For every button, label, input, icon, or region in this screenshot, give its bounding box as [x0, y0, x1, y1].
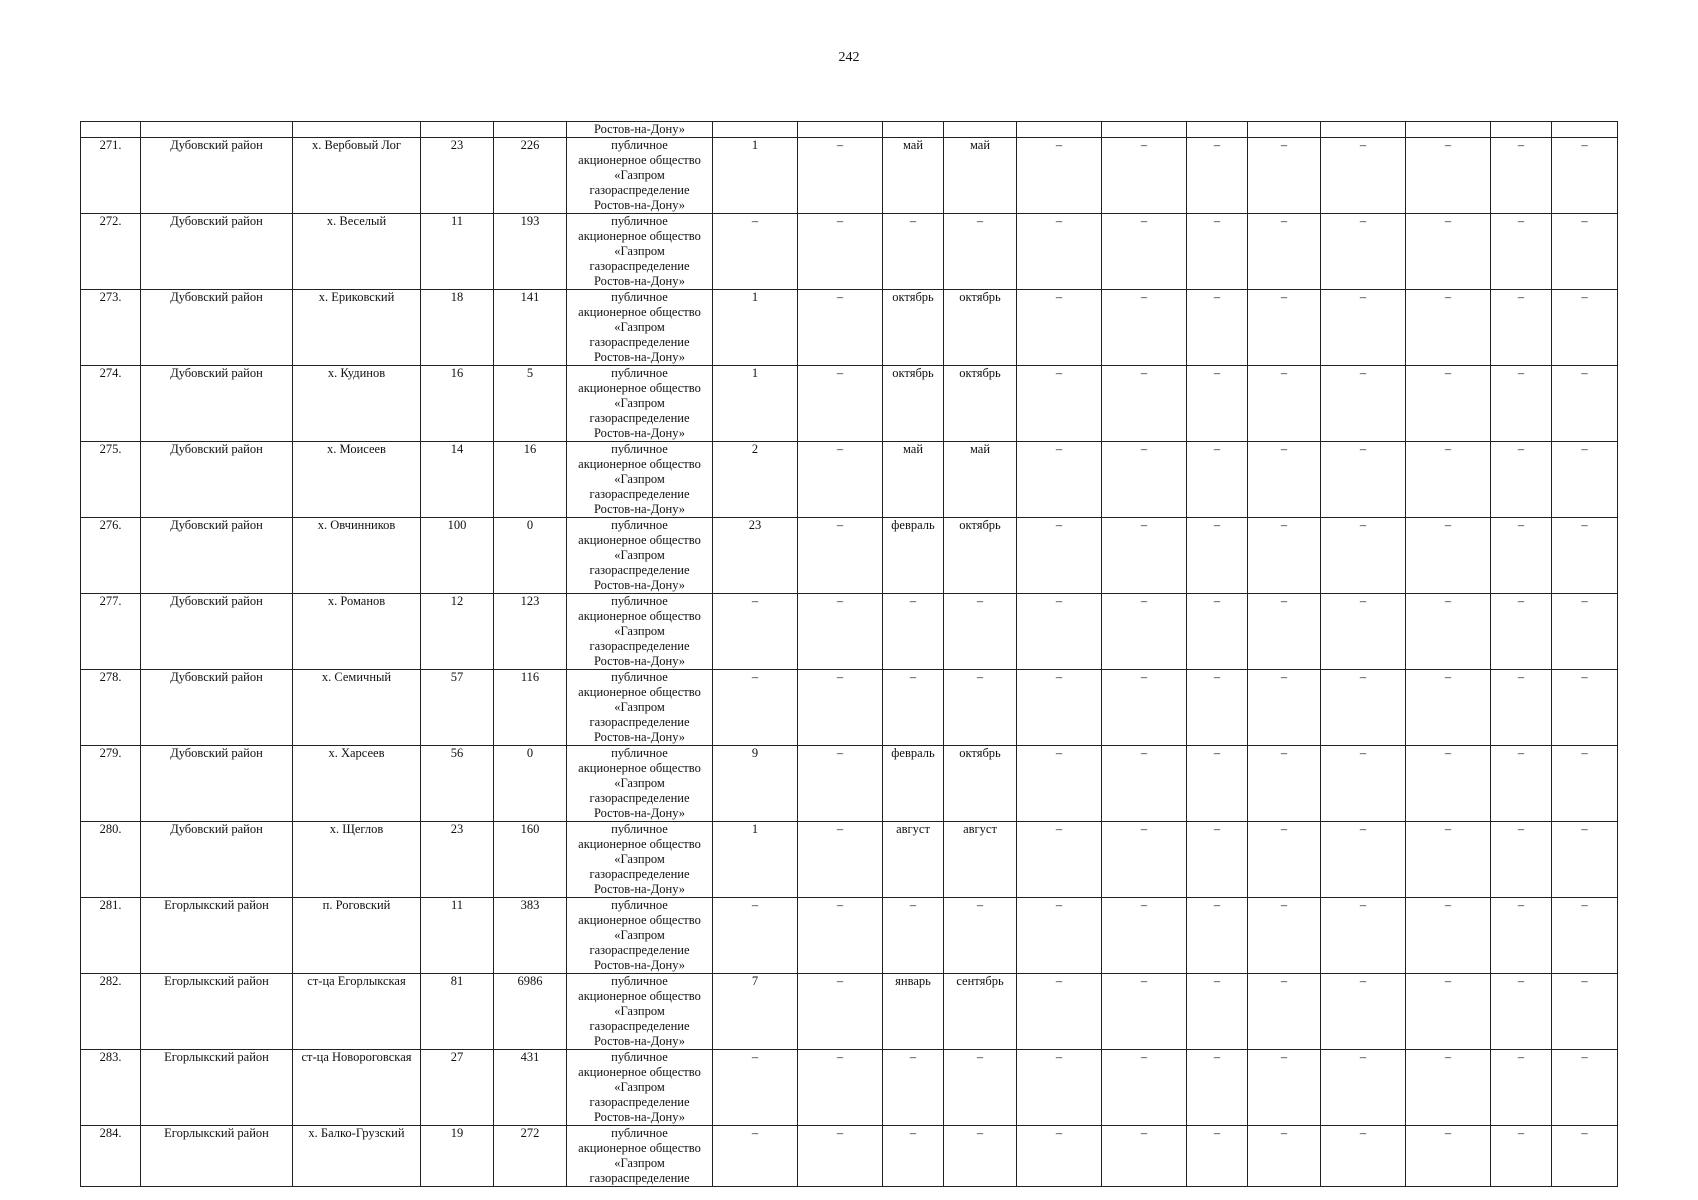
- value-cell: –: [1248, 670, 1321, 746]
- start-month-cell: октябрь: [883, 366, 944, 442]
- start-month-cell: январь: [883, 974, 944, 1050]
- page-number: 242: [838, 50, 860, 65]
- value-cell: –: [1017, 822, 1102, 898]
- value-cell: 18: [421, 290, 494, 366]
- value-cell: –: [1248, 898, 1321, 974]
- value-cell: –: [1321, 822, 1406, 898]
- district-cell: Егорлыкский район: [141, 1126, 293, 1187]
- organization-cell: публичное акционерное общество «Газпром газораспределение Ростов-на-Дону»: [567, 898, 713, 974]
- row-number-cell: 277.: [81, 594, 141, 670]
- value-cell: –: [1248, 822, 1321, 898]
- value-cell: –: [1491, 670, 1552, 746]
- end-month-cell: май: [944, 442, 1017, 518]
- value-cell: 5: [494, 366, 567, 442]
- value-cell: –: [1017, 594, 1102, 670]
- value-cell: –: [1187, 1126, 1248, 1187]
- row-number-cell: 281.: [81, 898, 141, 974]
- value-cell: 1: [713, 290, 798, 366]
- value-cell: –: [1017, 746, 1102, 822]
- value-cell: 193: [494, 214, 567, 290]
- value-cell: –: [1321, 518, 1406, 594]
- gasification-schedule-table: [80, 121, 1618, 1187]
- value-cell: –: [1248, 974, 1321, 1050]
- value-cell: 160: [494, 822, 567, 898]
- value-cell: –: [1102, 594, 1187, 670]
- district-cell: Дубовский район: [141, 214, 293, 290]
- value-cell: –: [1552, 1050, 1618, 1126]
- start-month-cell: –: [883, 1050, 944, 1126]
- value-cell: –: [1102, 1126, 1187, 1187]
- value-cell: –: [1187, 290, 1248, 366]
- value-cell: –: [1248, 594, 1321, 670]
- settlement-cell: х. Харсеев: [293, 746, 421, 822]
- settlement-cell: ст-ца Егорлыкская: [293, 974, 421, 1050]
- value-cell: –: [1491, 138, 1552, 214]
- value-cell: –: [1406, 1050, 1491, 1126]
- organization-cell: публичное акционерное общество «Газпром газораспределение Ростов-на-Дону»: [567, 1050, 713, 1126]
- value-cell: –: [1491, 214, 1552, 290]
- value-cell: –: [1187, 974, 1248, 1050]
- organization-cell: публичное акционерное общество «Газпром газораспределение Ростов-на-Дону»: [567, 670, 713, 746]
- organization-cell: публичное акционерное общество «Газпром газораспределение: [567, 1126, 713, 1187]
- row-number-cell: 276.: [81, 518, 141, 594]
- value-cell: –: [1406, 594, 1491, 670]
- value-cell: –: [1102, 822, 1187, 898]
- row-number-cell: 271.: [81, 138, 141, 214]
- value-cell: –: [1552, 670, 1618, 746]
- start-month-cell: февраль: [883, 518, 944, 594]
- value-cell: –: [1321, 138, 1406, 214]
- value-cell: –: [1552, 442, 1618, 518]
- row-number-cell: 278.: [81, 670, 141, 746]
- value-cell: –: [1552, 594, 1618, 670]
- value-cell: –: [1491, 594, 1552, 670]
- end-month-cell: –: [944, 594, 1017, 670]
- value-cell: –: [1017, 366, 1102, 442]
- value-cell: –: [713, 214, 798, 290]
- value-cell: 1: [713, 138, 798, 214]
- organization-cell: публичное акционерное общество «Газпром газораспределение Ростов-на-Дону»: [567, 518, 713, 594]
- value-cell: –: [798, 290, 883, 366]
- continuation-row: [81, 122, 1618, 138]
- organization-cell: публичное акционерное общество «Газпром газораспределение Ростов-на-Дону»: [567, 594, 713, 670]
- value-cell: 226: [494, 138, 567, 214]
- value-cell: –: [798, 214, 883, 290]
- value-cell: –: [1187, 518, 1248, 594]
- value-cell: –: [1017, 518, 1102, 594]
- value-cell: –: [1248, 1126, 1321, 1187]
- table-row: [81, 518, 1618, 594]
- settlement-cell: х. Романов: [293, 594, 421, 670]
- table-row: [81, 670, 1618, 746]
- value-cell: –: [1552, 214, 1618, 290]
- value-cell: –: [1017, 670, 1102, 746]
- value-cell: –: [713, 898, 798, 974]
- district-cell: Дубовский район: [141, 594, 293, 670]
- row-number-cell: 279.: [81, 746, 141, 822]
- start-month-cell: –: [883, 898, 944, 974]
- district-cell: Егорлыкский район: [141, 974, 293, 1050]
- value-cell: 383: [494, 898, 567, 974]
- value-cell: 123: [494, 594, 567, 670]
- table-row: [81, 822, 1618, 898]
- table-row: [81, 594, 1618, 670]
- value-cell: –: [1406, 442, 1491, 518]
- value-cell: –: [1552, 1126, 1618, 1187]
- value-cell: –: [1102, 746, 1187, 822]
- value-cell: –: [1102, 898, 1187, 974]
- value-cell: 19: [421, 1126, 494, 1187]
- value-cell: –: [798, 974, 883, 1050]
- start-month-cell: –: [883, 214, 944, 290]
- value-cell: –: [1102, 442, 1187, 518]
- value-cell: –: [1187, 214, 1248, 290]
- value-cell: 2: [713, 442, 798, 518]
- table-row: [81, 1126, 1618, 1187]
- value-cell: 16: [421, 366, 494, 442]
- district-cell: Егорлыкский район: [141, 898, 293, 974]
- start-month-cell: август: [883, 822, 944, 898]
- organization-cell: публичное акционерное общество «Газпром газораспределение Ростов-на-Дону»: [567, 974, 713, 1050]
- value-cell: –: [1552, 974, 1618, 1050]
- end-month-cell: сентябрь: [944, 974, 1017, 1050]
- value-cell: –: [1248, 366, 1321, 442]
- value-cell: –: [713, 1126, 798, 1187]
- settlement-cell: х. Семичный: [293, 670, 421, 746]
- value-cell: –: [798, 442, 883, 518]
- district-cell: Дубовский район: [141, 290, 293, 366]
- value-cell: –: [1491, 1126, 1552, 1187]
- value-cell: 23: [713, 518, 798, 594]
- start-month-cell: –: [883, 670, 944, 746]
- value-cell: –: [1406, 898, 1491, 974]
- row-number-cell: 283.: [81, 1050, 141, 1126]
- value-cell: –: [1248, 442, 1321, 518]
- table-row: [81, 214, 1618, 290]
- settlement-cell: х. Моисеев: [293, 442, 421, 518]
- value-cell: –: [798, 822, 883, 898]
- value-cell: –: [1552, 290, 1618, 366]
- value-cell: –: [1017, 974, 1102, 1050]
- value-cell: 9: [713, 746, 798, 822]
- value-cell: –: [1406, 822, 1491, 898]
- value-cell: –: [1491, 518, 1552, 594]
- organization-cell: публичное акционерное общество «Газпром газораспределение Ростов-на-Дону»: [567, 822, 713, 898]
- value-cell: 14: [421, 442, 494, 518]
- value-cell: –: [1017, 214, 1102, 290]
- settlement-cell: х. Веселый: [293, 214, 421, 290]
- value-cell: 11: [421, 898, 494, 974]
- value-cell: –: [798, 366, 883, 442]
- value-cell: –: [1248, 214, 1321, 290]
- start-month-cell: –: [883, 1126, 944, 1187]
- value-cell: –: [1552, 518, 1618, 594]
- value-cell: 0: [494, 518, 567, 594]
- continuation-text: Ростов-на-Дону»: [567, 122, 713, 138]
- value-cell: –: [1017, 1050, 1102, 1126]
- organization-cell: публичное акционерное общество «Газпром газораспределение Ростов-на-Дону»: [567, 746, 713, 822]
- value-cell: –: [1321, 898, 1406, 974]
- start-month-cell: октябрь: [883, 290, 944, 366]
- row-number-cell: 284.: [81, 1126, 141, 1187]
- table-row: [81, 746, 1618, 822]
- value-cell: –: [1248, 290, 1321, 366]
- start-month-cell: –: [883, 594, 944, 670]
- value-cell: –: [798, 670, 883, 746]
- settlement-cell: ст-ца Новороговская: [293, 1050, 421, 1126]
- end-month-cell: октябрь: [944, 746, 1017, 822]
- district-cell: Дубовский район: [141, 518, 293, 594]
- value-cell: –: [713, 1050, 798, 1126]
- organization-cell: публичное акционерное общество «Газпром газораспределение Ростов-на-Дону»: [567, 214, 713, 290]
- value-cell: –: [1102, 1050, 1187, 1126]
- district-cell: Дубовский район: [141, 746, 293, 822]
- table-row: [81, 290, 1618, 366]
- value-cell: –: [1102, 214, 1187, 290]
- value-cell: –: [1406, 214, 1491, 290]
- value-cell: –: [1187, 138, 1248, 214]
- value-cell: –: [1491, 898, 1552, 974]
- value-cell: –: [798, 746, 883, 822]
- end-month-cell: октябрь: [944, 518, 1017, 594]
- row-number-cell: 274.: [81, 366, 141, 442]
- settlement-cell: х. Балко-Грузский: [293, 1126, 421, 1187]
- value-cell: –: [1552, 366, 1618, 442]
- value-cell: –: [1321, 974, 1406, 1050]
- row-number-cell: 272.: [81, 214, 141, 290]
- district-cell: Дубовский район: [141, 366, 293, 442]
- value-cell: –: [1248, 518, 1321, 594]
- value-cell: –: [1552, 138, 1618, 214]
- start-month-cell: май: [883, 442, 944, 518]
- end-month-cell: –: [944, 670, 1017, 746]
- value-cell: –: [1321, 670, 1406, 746]
- table-body: [81, 122, 1618, 1187]
- value-cell: –: [1102, 670, 1187, 746]
- organization-cell: публичное акционерное общество «Газпром газораспределение Ростов-на-Дону»: [567, 366, 713, 442]
- value-cell: –: [1321, 746, 1406, 822]
- value-cell: –: [1102, 974, 1187, 1050]
- end-month-cell: май: [944, 138, 1017, 214]
- value-cell: –: [798, 518, 883, 594]
- value-cell: –: [1017, 442, 1102, 518]
- value-cell: 1: [713, 366, 798, 442]
- end-month-cell: –: [944, 1050, 1017, 1126]
- value-cell: –: [1187, 898, 1248, 974]
- value-cell: 6986: [494, 974, 567, 1050]
- row-number-cell: 275.: [81, 442, 141, 518]
- value-cell: –: [713, 670, 798, 746]
- value-cell: –: [798, 1126, 883, 1187]
- value-cell: –: [1102, 366, 1187, 442]
- value-cell: –: [1248, 1050, 1321, 1126]
- table-row: [81, 898, 1618, 974]
- organization-cell: публичное акционерное общество «Газпром газораспределение Ростов-на-Дону»: [567, 290, 713, 366]
- value-cell: –: [713, 594, 798, 670]
- value-cell: –: [1321, 1126, 1406, 1187]
- value-cell: –: [1491, 974, 1552, 1050]
- value-cell: –: [1491, 822, 1552, 898]
- value-cell: 12: [421, 594, 494, 670]
- value-cell: –: [1102, 518, 1187, 594]
- value-cell: 100: [421, 518, 494, 594]
- value-cell: –: [1187, 1050, 1248, 1126]
- row-number-cell: 282.: [81, 974, 141, 1050]
- district-cell: Дубовский район: [141, 670, 293, 746]
- end-month-cell: –: [944, 1126, 1017, 1187]
- value-cell: 1: [713, 822, 798, 898]
- value-cell: –: [1187, 366, 1248, 442]
- value-cell: –: [1248, 138, 1321, 214]
- settlement-cell: х. Овчинников: [293, 518, 421, 594]
- value-cell: –: [1187, 594, 1248, 670]
- value-cell: 23: [421, 822, 494, 898]
- value-cell: –: [1321, 290, 1406, 366]
- value-cell: –: [1406, 974, 1491, 1050]
- row-number-cell: 280.: [81, 822, 141, 898]
- value-cell: –: [1102, 138, 1187, 214]
- value-cell: 116: [494, 670, 567, 746]
- value-cell: –: [1491, 290, 1552, 366]
- value-cell: –: [1017, 290, 1102, 366]
- end-month-cell: –: [944, 214, 1017, 290]
- end-month-cell: октябрь: [944, 290, 1017, 366]
- value-cell: –: [1248, 746, 1321, 822]
- settlement-cell: п. Роговский: [293, 898, 421, 974]
- start-month-cell: май: [883, 138, 944, 214]
- row-number-cell: 273.: [81, 290, 141, 366]
- value-cell: –: [798, 898, 883, 974]
- value-cell: 272: [494, 1126, 567, 1187]
- table-row: [81, 366, 1618, 442]
- value-cell: –: [1187, 746, 1248, 822]
- value-cell: –: [1321, 214, 1406, 290]
- value-cell: 81: [421, 974, 494, 1050]
- district-cell: Дубовский район: [141, 138, 293, 214]
- settlement-cell: х. Вербовый Лог: [293, 138, 421, 214]
- value-cell: –: [1321, 594, 1406, 670]
- value-cell: –: [1017, 898, 1102, 974]
- value-cell: 431: [494, 1050, 567, 1126]
- value-cell: –: [798, 1050, 883, 1126]
- value-cell: –: [1187, 822, 1248, 898]
- table-row: [81, 442, 1618, 518]
- value-cell: –: [798, 138, 883, 214]
- end-month-cell: –: [944, 898, 1017, 974]
- value-cell: –: [1491, 1050, 1552, 1126]
- organization-cell: публичное акционерное общество «Газпром газораспределение Ростов-на-Дону»: [567, 442, 713, 518]
- value-cell: –: [1406, 518, 1491, 594]
- settlement-cell: х. Кудинов: [293, 366, 421, 442]
- value-cell: –: [1321, 366, 1406, 442]
- value-cell: –: [1321, 442, 1406, 518]
- value-cell: –: [1321, 1050, 1406, 1126]
- table-row: [81, 974, 1618, 1050]
- value-cell: –: [1491, 366, 1552, 442]
- value-cell: –: [1552, 822, 1618, 898]
- value-cell: 7: [713, 974, 798, 1050]
- value-cell: 57: [421, 670, 494, 746]
- value-cell: 16: [494, 442, 567, 518]
- table-row: [81, 1050, 1618, 1126]
- value-cell: 56: [421, 746, 494, 822]
- value-cell: –: [1552, 898, 1618, 974]
- value-cell: –: [1406, 366, 1491, 442]
- value-cell: 27: [421, 1050, 494, 1126]
- value-cell: –: [798, 594, 883, 670]
- value-cell: –: [1102, 290, 1187, 366]
- settlement-cell: х. Щеглов: [293, 822, 421, 898]
- value-cell: 11: [421, 214, 494, 290]
- value-cell: –: [1017, 1126, 1102, 1187]
- value-cell: –: [1187, 442, 1248, 518]
- value-cell: 141: [494, 290, 567, 366]
- end-month-cell: октябрь: [944, 366, 1017, 442]
- value-cell: –: [1187, 670, 1248, 746]
- value-cell: –: [1406, 138, 1491, 214]
- value-cell: –: [1406, 290, 1491, 366]
- organization-cell: публичное акционерное общество «Газпром газораспределение Ростов-на-Дону»: [567, 138, 713, 214]
- district-cell: Егорлыкский район: [141, 1050, 293, 1126]
- table-row: [81, 138, 1618, 214]
- value-cell: –: [1406, 670, 1491, 746]
- value-cell: –: [1406, 746, 1491, 822]
- value-cell: –: [1491, 746, 1552, 822]
- value-cell: 23: [421, 138, 494, 214]
- value-cell: –: [1552, 746, 1618, 822]
- value-cell: –: [1406, 1126, 1491, 1187]
- value-cell: 0: [494, 746, 567, 822]
- end-month-cell: август: [944, 822, 1017, 898]
- start-month-cell: февраль: [883, 746, 944, 822]
- value-cell: –: [1017, 138, 1102, 214]
- settlement-cell: х. Ериковский: [293, 290, 421, 366]
- district-cell: Дубовский район: [141, 442, 293, 518]
- district-cell: Дубовский район: [141, 822, 293, 898]
- value-cell: –: [1491, 442, 1552, 518]
